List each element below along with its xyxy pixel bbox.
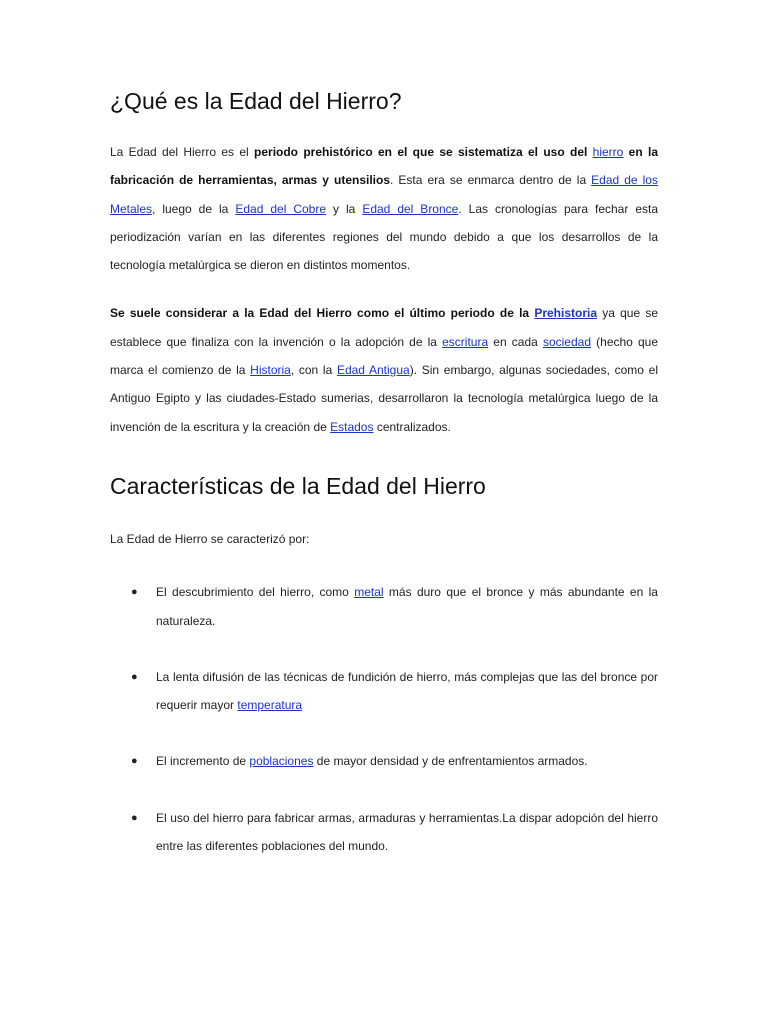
link-metal[interactable]: metal: [354, 585, 384, 600]
document-page: [110, 84, 658, 860]
link-temperatura[interactable]: temperatura: [237, 698, 303, 713]
intro-paragraph: [110, 138, 658, 279]
paragraph-text: . Las cronologías para fechar esta periodización varían en las diferentes regiones del mundo debido a que los desarrollos de la tecnología metalúrgica se dieron en distintos momentos.: [110, 201, 659, 273]
link-edad-de-los-metales[interactable]: Edad de los Metales: [110, 173, 658, 216]
paragraph-text: , luego de la: [152, 201, 236, 216]
link-hierro[interactable]: hierro: [592, 145, 624, 159]
characteristics-list: [110, 578, 658, 860]
link-historia[interactable]: Historia: [250, 363, 291, 378]
bullet-icon: ●: [131, 670, 138, 683]
link-sociedad[interactable]: sociedad: [542, 334, 591, 349]
link-edad-del-bronce[interactable]: Edad del Bronce: [362, 201, 459, 216]
page-title: ¿Qué es la Edad del Hierro?: [110, 88, 402, 114]
list-item-text: El descubrimiento del hierro, como: [156, 585, 355, 600]
link-edad-del-cobre[interactable]: Edad del Cobre: [235, 201, 327, 216]
characteristics-intro: La Edad de Hierro se caracterizó por:: [110, 531, 310, 546]
section-heading: Características de la Edad del Hierro: [110, 472, 486, 499]
list-item: [110, 663, 658, 720]
bullet-icon: ●: [131, 586, 138, 599]
paragraph-text: La Edad del Hierro es el: [110, 145, 255, 159]
list-item: [110, 747, 658, 775]
bullet-icon: ●: [131, 755, 138, 768]
paragraph-text: (hecho que marca el comienzo de la: [110, 334, 658, 378]
bold-text: periodo prehistórico en el que se sistematiza el uso del: [254, 145, 593, 159]
list-item: [110, 578, 658, 635]
bold-text: en la fabricación de herramientas, armas y utensilios: [110, 145, 658, 188]
paragraph-text: ya que se establece que finaliza con la invención o la adopción de la: [110, 306, 658, 349]
link-prehistoria[interactable]: Prehistoria: [534, 306, 598, 321]
link-edad-antigua[interactable]: Edad Antigua: [336, 363, 410, 378]
paragraph-text: en cada: [488, 334, 543, 349]
list-item-text: de mayor densidad y de enfrentamientos armados.: [313, 754, 588, 769]
list-item: [110, 804, 658, 861]
link-escritura[interactable]: escritura: [442, 334, 489, 349]
list-item-text: La lenta difusión de las técnicas de fundición de hierro, más complejas que las del bronce por requerir mayor: [156, 669, 658, 713]
list-item-text: más duro que el bronce y más abundante en la naturaleza.: [156, 585, 658, 628]
link-estados[interactable]: Estados: [330, 419, 374, 434]
list-item-text: El incremento de: [156, 754, 250, 769]
list-item-text: El uso del hierro para fabricar armas, armaduras y herramientas.La dispar adopción del hierro entre las diferentes poblaciones del mundo.: [156, 810, 658, 854]
paragraph-text: centralizados.: [373, 419, 451, 434]
bold-text: Se suele considerar a la Edad del Hierro como el último periodo de la: [110, 306, 535, 321]
paragraph-text: , con la: [290, 363, 337, 378]
paragraph-text: . Esta era se enmarca dentro de la: [390, 173, 592, 188]
paragraph-text: y la: [326, 201, 363, 216]
link-poblaciones[interactable]: poblaciones: [249, 754, 314, 769]
bullet-icon: ●: [131, 811, 138, 824]
paragraph-text: ). Sin embargo, algunas sociedades, como el Antiguo Egipto y las ciudades-Estado sumerias, desarrollaron la tecnología metalúrgica luego de la invención de la escritura y la creación de: [110, 363, 658, 434]
characteristics-section: [110, 469, 658, 503]
prehistoria-paragraph: [110, 299, 658, 440]
